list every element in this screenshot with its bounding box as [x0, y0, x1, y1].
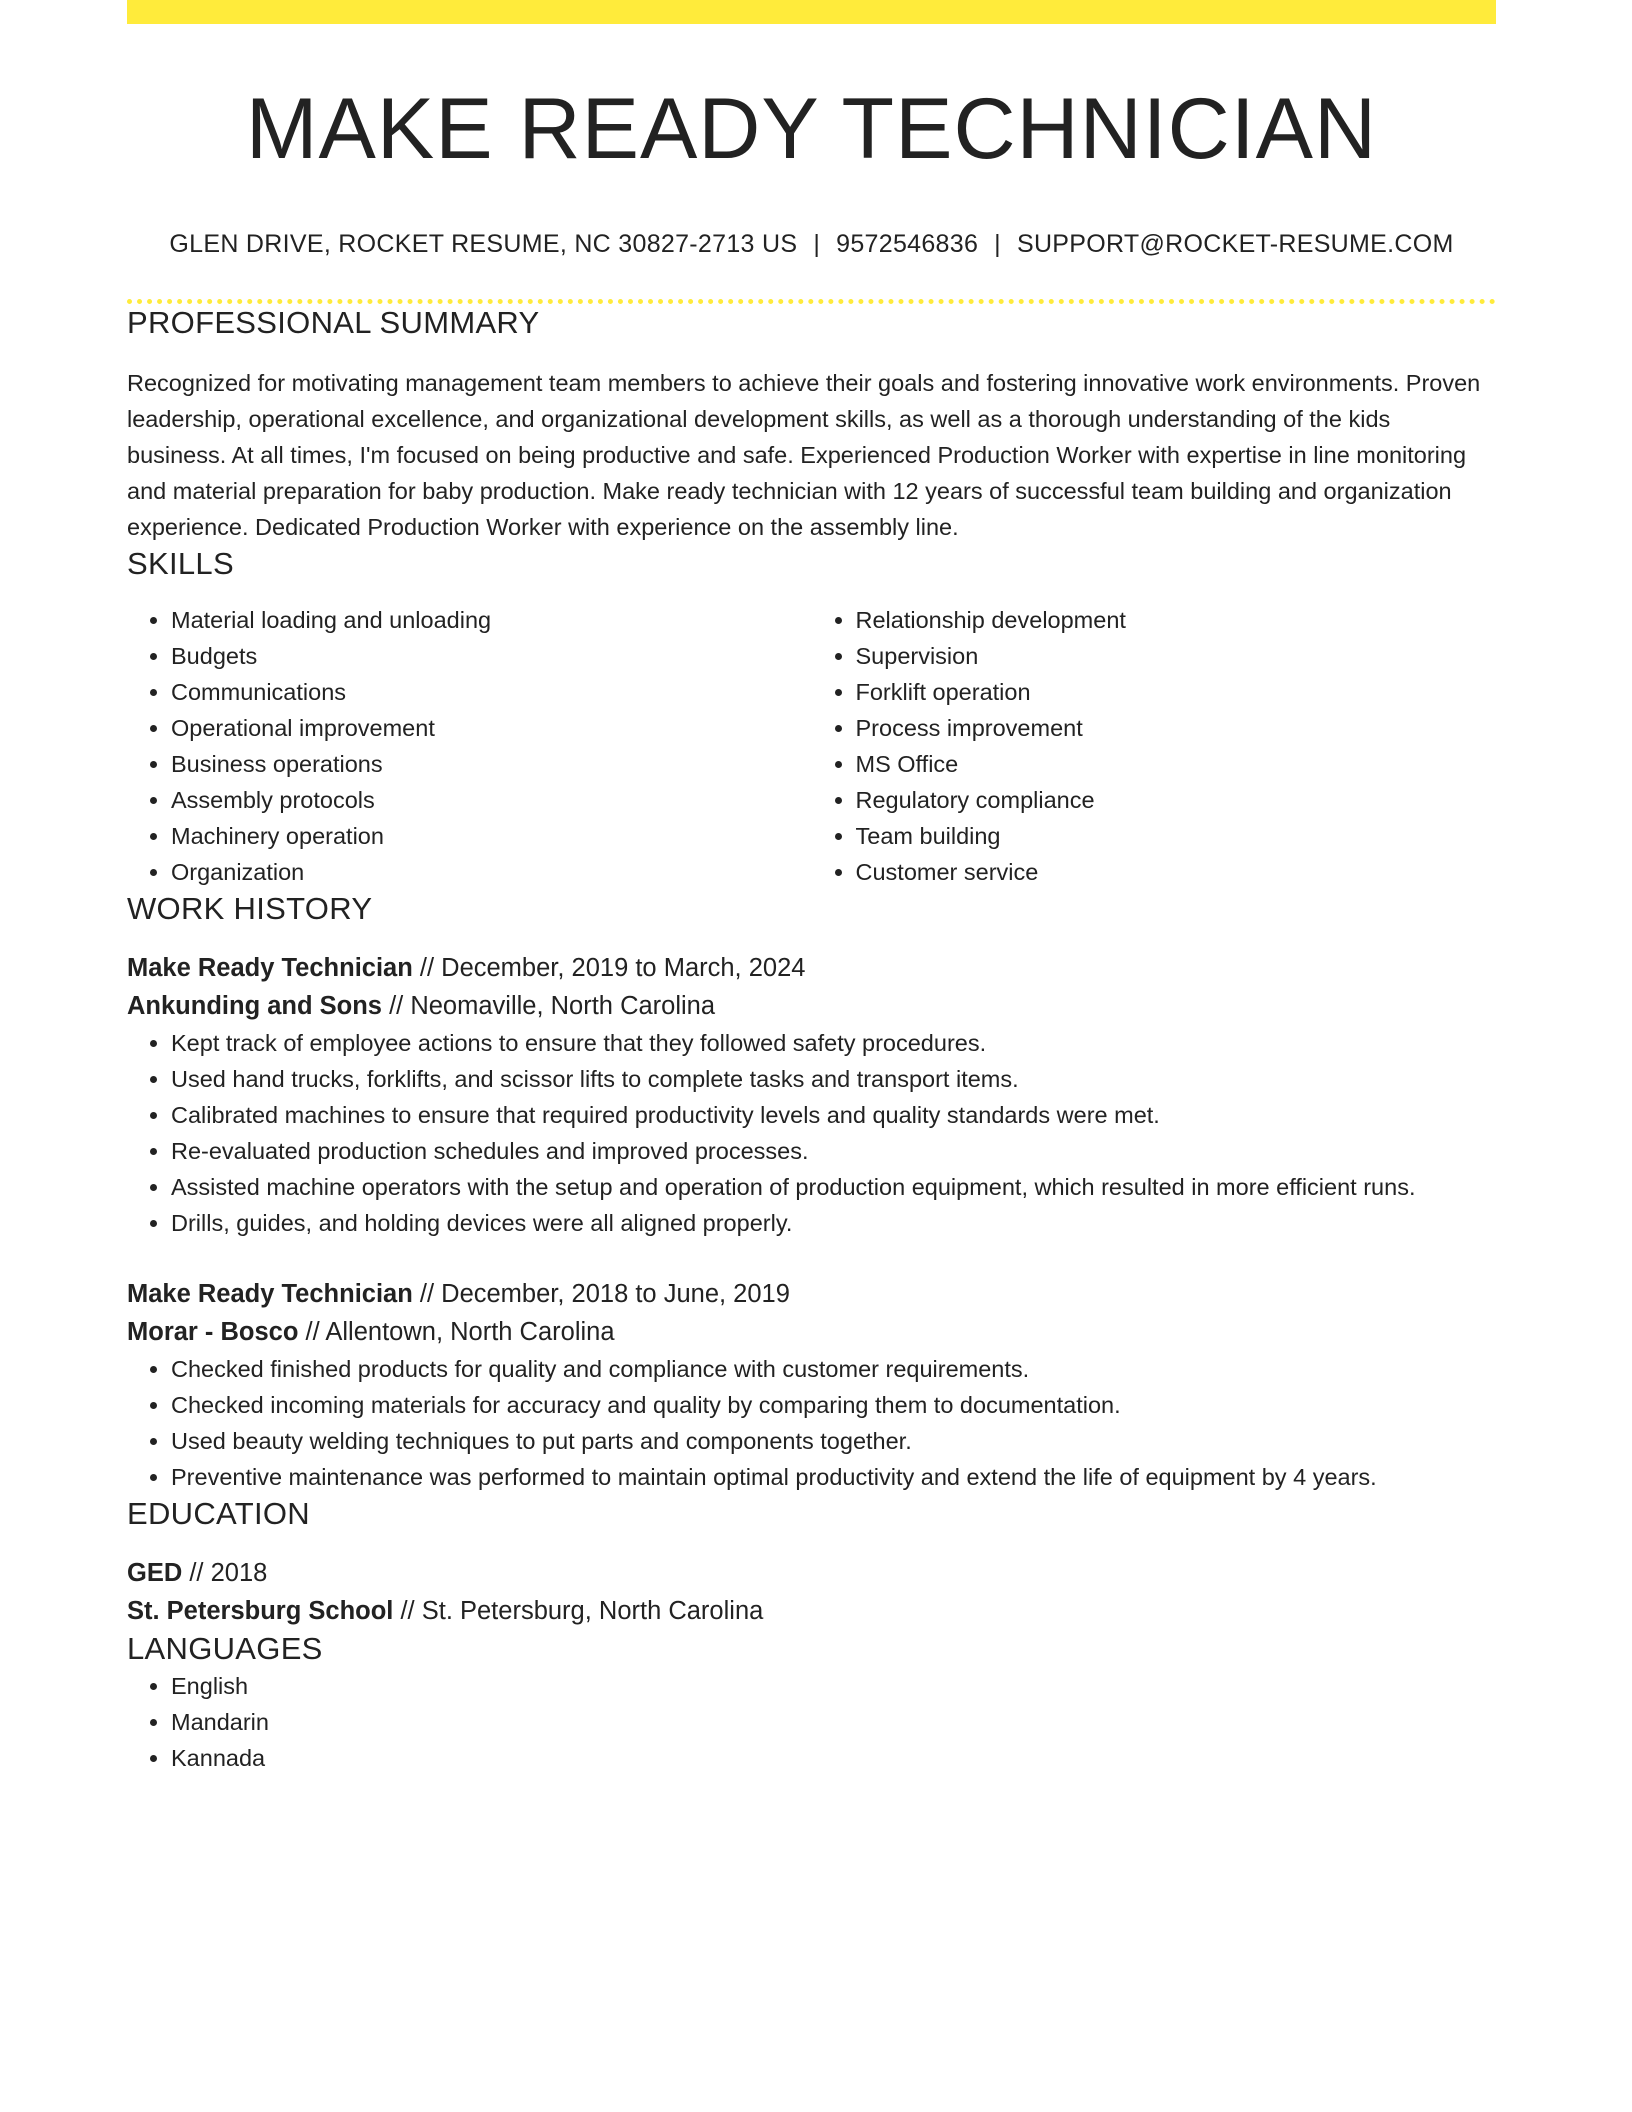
education-degree-line — [127, 1554, 1496, 1592]
skill-item: • MS Office — [856, 746, 1497, 782]
contact-phone: 9572546836 — [836, 229, 979, 258]
job-duty: • Checked finished products for quality and compliance with customer requirements. — [171, 1351, 1496, 1387]
education-degree: GED — [127, 1559, 183, 1588]
language-item: • English — [171, 1668, 1496, 1704]
job-duty: • Drills, guides, and holding devices were all aligned properly. — [171, 1205, 1496, 1241]
job-location: // Allentown, North Carolina — [298, 1318, 615, 1347]
job-title-line — [127, 949, 1496, 987]
skill-item: • Budgets — [171, 638, 812, 674]
work-history-heading: WORK HISTORY — [127, 890, 373, 926]
skill-item: • Operational improvement — [171, 710, 812, 746]
job-duty: • Assisted machine operators with the setup and operation of production equipment, which resulted in more efficient runs. — [171, 1169, 1496, 1205]
job-role: Make Ready Technician — [127, 954, 413, 983]
skills-heading: SKILLS — [127, 545, 234, 581]
skills-list-right — [812, 602, 1497, 890]
skill-item: • Assembly protocols — [171, 782, 812, 818]
skill-item: • Organization — [171, 854, 812, 890]
job-company-line — [127, 1313, 1496, 1351]
language-item: • Mandarin — [171, 1704, 1496, 1740]
skill-item: • Communications — [171, 674, 812, 710]
job-duty: • Checked incoming materials for accuracy and quality by comparing them to documentation. — [171, 1387, 1496, 1423]
job-duty: • Used beauty welding techniques to put parts and components together. — [171, 1423, 1496, 1459]
summary-heading: PROFESSIONAL SUMMARY — [127, 304, 540, 340]
contact-email: SUPPORT@ROCKET-RESUME.COM — [1016, 229, 1454, 258]
skill-item: • Business operations — [171, 746, 812, 782]
education-location: // St. Petersburg, North Carolina — [393, 1597, 764, 1626]
job-duty: • Re-evaluated production schedules and improved processes. — [171, 1133, 1496, 1169]
education-year: // 2018 — [182, 1559, 268, 1588]
job-duty: • Preventive maintenance was performed to maintain optimal productivity and extend the life of equipment by 4 years. — [171, 1459, 1496, 1495]
job-duty: • Used hand trucks, forklifts, and scissor lifts to complete tasks and transport items. — [171, 1061, 1496, 1097]
skills-columns — [127, 602, 1496, 890]
job-company: Morar - Bosco — [127, 1318, 299, 1347]
job-company-line — [127, 987, 1496, 1025]
languages-list — [127, 1668, 1496, 1776]
education-heading: EDUCATION — [127, 1496, 310, 1532]
skill-item: • Material loading and unloading — [171, 602, 812, 638]
job-dates: // December, 2019 to March, 2024 — [412, 954, 806, 983]
skill-item: • Team building — [856, 818, 1497, 854]
job-title-line — [127, 1275, 1496, 1313]
job-dates: // December, 2018 to June, 2019 — [412, 1280, 790, 1309]
skill-item: • Relationship development — [856, 602, 1497, 638]
skill-item: • Regulatory compliance — [856, 782, 1497, 818]
languages-heading: LANGUAGES — [127, 1631, 323, 1667]
job-role: Make Ready Technician — [127, 1280, 413, 1309]
top-accent-bar — [127, 0, 1496, 24]
summary-text: Recognized for motivating management team members to achieve their goals and fostering innovative work environments. Proven leadership, operational excellence, and organizational development skills, as well as a thorough understanding of the kids business. At all times, I'm focused on being productive and safe. Experienced Production Worker with expertise in line monitoring and material preparation for baby production. Make ready technician with 12 years of successful team building and organization experience. Dedicated Production Worker with experience on the assembly line. — [127, 369, 1481, 540]
job-duty: • Calibrated machines to ensure that required productivity levels and quality standards were met. — [171, 1097, 1496, 1133]
job-duties-list — [127, 1351, 1496, 1495]
contact-separator: | — [994, 229, 1001, 258]
candidate-name: MAKE READY TECHNICIAN — [245, 81, 1378, 177]
contact-line — [127, 229, 1496, 259]
job-location: // Neomaville, North Carolina — [382, 992, 716, 1021]
skill-item: • Customer service — [856, 854, 1497, 890]
education-school: St. Petersburg School — [127, 1597, 394, 1626]
resume-page — [127, 0, 1496, 1776]
skill-item: • Forklift operation — [856, 674, 1497, 710]
education-school-line — [127, 1592, 1496, 1630]
job-company: Ankunding and Sons — [127, 992, 382, 1021]
skills-list-left — [127, 602, 812, 890]
skill-item: • Supervision — [856, 638, 1497, 674]
contact-separator: | — [813, 229, 821, 258]
skill-item: • Process improvement — [856, 710, 1497, 746]
skill-item: • Machinery operation — [171, 818, 812, 854]
job-duties-list — [127, 1025, 1496, 1241]
job-duty: • Kept track of employee actions to ensure that they followed safety procedures. — [171, 1025, 1496, 1061]
language-item: • Kannada — [171, 1740, 1496, 1776]
contact-address: GLEN DRIVE, ROCKET RESUME, NC 30827-2713 US — [169, 229, 798, 258]
